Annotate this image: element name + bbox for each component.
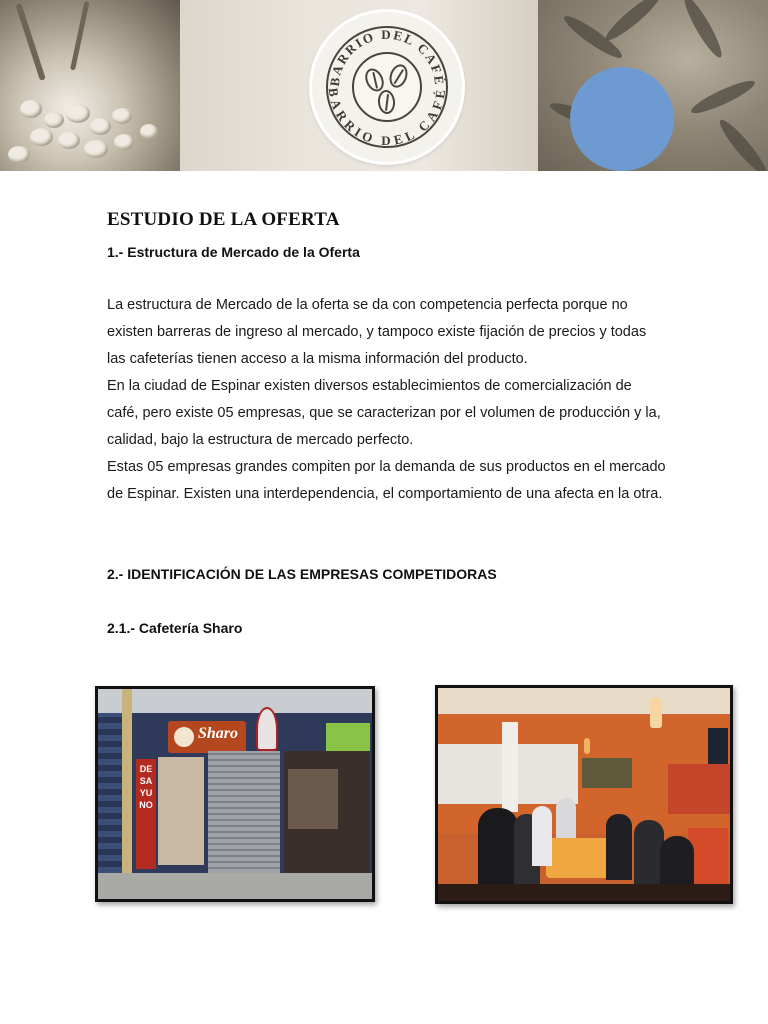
paragraph: Estas 05 empresas grandes compiten por la demanda de sus productos en el mercado de Espinar. Existen una interdependencia, el comportamiento de una afecta en la otra. xyxy=(107,459,666,502)
pebble xyxy=(30,128,53,146)
cafeteria-sharo-storefront-photo xyxy=(95,686,375,902)
logo-inner-circle xyxy=(352,52,422,122)
leaf xyxy=(715,116,768,171)
leaf xyxy=(679,0,726,61)
pebble xyxy=(20,100,42,118)
storefront-sign: Sharo xyxy=(198,725,239,742)
pebble xyxy=(8,146,30,163)
pebble xyxy=(44,112,64,128)
pebble xyxy=(112,108,132,124)
logo-text-top: BARRIO DEL CAFÉ xyxy=(326,26,448,88)
pebble xyxy=(90,118,111,135)
pebble xyxy=(66,104,90,123)
paragraph: En la ciudad de Espinar existen diversos establecimientos de comercialización de café, pero existe 05 empresas, que se caracterizan por el volumen de producción y la, calidad, bajo la estructura de mercado perfecto. xyxy=(107,378,661,448)
body-text xyxy=(107,292,667,508)
cafeteria-sharo-interior-photo xyxy=(435,685,733,904)
coffee-bean-icon xyxy=(377,89,396,114)
leaf xyxy=(602,0,665,45)
plant-stem xyxy=(70,1,89,71)
leaf xyxy=(688,76,757,118)
section-2-1-heading: 2.1.- Cafetería Sharo xyxy=(107,620,243,636)
pebble xyxy=(140,124,158,139)
logo-text-bottom: BARRIO DEL CAFÉ xyxy=(325,87,449,149)
pebble xyxy=(84,140,108,158)
paragraph: La estructura de Mercado de la oferta se da con competencia perfecta porque no existen barreras de ingreso al mercado, y tampoco existe fijación de precios y todas las cafeterías tienen acceso a la misma información del producto. xyxy=(107,297,647,367)
header-banner xyxy=(0,0,768,171)
plant-stem xyxy=(15,3,45,81)
barrio-del-cafe-logo xyxy=(312,12,462,162)
accent-circle xyxy=(570,67,674,171)
document-title: ESTUDIO DE LA OFERTA xyxy=(107,209,340,230)
storefront-vertical-sign: DESAYUNO xyxy=(139,764,153,810)
section-2-heading: 2.- IDENTIFICACIÓN DE LAS EMPRESAS COMPETIDORAS xyxy=(107,566,497,582)
coffee-bean-icon xyxy=(386,62,410,90)
banner-plant-photo xyxy=(0,0,180,171)
pebble xyxy=(114,134,134,150)
section-1-heading: 1.- Estructura de Mercado de la Oferta xyxy=(107,244,360,260)
pebble xyxy=(58,132,80,149)
